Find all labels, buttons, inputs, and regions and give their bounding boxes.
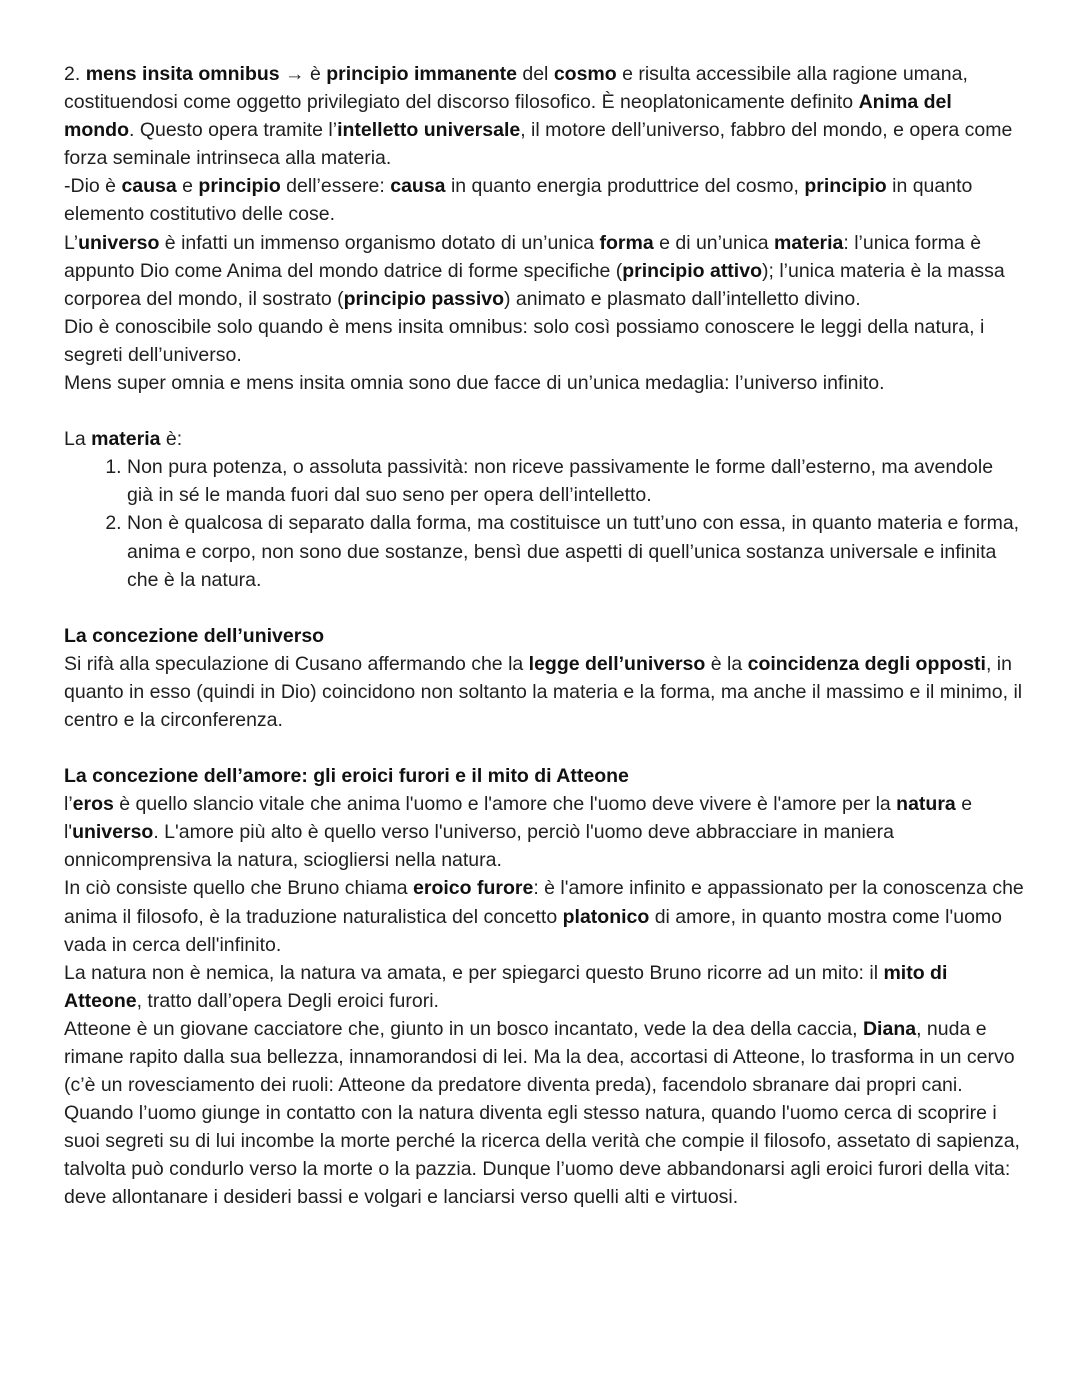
text-run: e (176, 175, 199, 198)
bold-term: Anima del mondo (64, 91, 952, 142)
paragraph-dio-conoscibile (64, 313, 1024, 369)
text-run: l’ (64, 793, 73, 816)
paragraph-dio-causa-principio (64, 172, 1024, 228)
text-run: , il motore dell’universo, fabbro del mondo, e opera come forza seminale intrinseca alla materia. (64, 119, 1013, 170)
text-run: In ciò consiste quello che Bruno chiama (64, 877, 414, 900)
bold-term: forma (599, 231, 654, 254)
bold-term: legge dell’universo (528, 652, 706, 675)
bold-term: principio (804, 175, 887, 198)
paragraph-atteone-diana (64, 1015, 1024, 1099)
paragraph-universo-organismo (64, 229, 1024, 313)
text-run: . Questo opera tramite l’ (128, 119, 338, 142)
text-run: → è (279, 63, 327, 85)
text-run: dell’essere: (280, 175, 391, 198)
bold-term: mito di Atteone (64, 961, 948, 1012)
text-run: ); l’unica materia è la massa corporea del mondo, il sostrato ( (64, 259, 1005, 310)
list-item: 1. Non pura potenza, o assoluta passività: non riceve passivamente le forme dall’esterno, ma avendole già in sé le manda fuori dal suo seno per opera dell’intelletto. (127, 453, 1024, 509)
bold-term: eroico furore (413, 877, 534, 900)
paragraph-materia-intro (64, 425, 1024, 453)
text-run: è infatti un immenso organismo dotato di un’unica (159, 231, 600, 254)
bold-term: mens insita omnibus (85, 63, 280, 85)
bold-term: intelletto universale (337, 119, 521, 142)
materia-list (64, 453, 1024, 593)
bold-term: causa (121, 175, 177, 198)
bold-term: materia (91, 428, 161, 451)
text-run: -Dio è (64, 175, 122, 198)
bold-term: principio attivo (622, 259, 762, 282)
bold-term: Diana (862, 1017, 917, 1040)
paragraph-eroico-furore (64, 874, 1024, 958)
text-run: Si rifà alla speculazione di Cusano affermando che la (64, 652, 529, 675)
bold-term: natura (896, 793, 956, 816)
text-run: del (516, 63, 554, 85)
bold-term: principio passivo (343, 287, 505, 310)
text-run: di amore, in quanto mostra come l'uomo vada in cerca dell'infinito. (64, 905, 1003, 956)
heading-concezione-universo: La concezione dell’universo (64, 624, 325, 647)
text-run: ) animato e plasmato dall’intelletto divino. (504, 287, 861, 310)
paragraph-eros (64, 790, 1024, 874)
document-page (64, 60, 1024, 1212)
text-run: . L'amore più alto è quello verso l'universo, perciò l'uomo deve abbracciare in maniera onnicomprensiva la natura, sciogliersi nella natura. (64, 821, 894, 872)
text-run: La natura non è nemica, la natura va amata, e per spiegarci questo Bruno ricorre ad un mito: il (64, 961, 884, 984)
paragraph-mens-insita (64, 60, 1024, 172)
text-run: e di un’unica (653, 231, 775, 254)
text-run: , nuda e rimane rapito dalla sua bellezza, innamorandosi di lei. Ma la dea, accortasi di Atteone, lo trasforma in un cervo (c’è un rovesciamento dei ruoli: Atteone da predatore diventa preda), facendolo sbranare dai propri cani. (64, 1017, 1015, 1097)
bold-term: universo (78, 231, 160, 254)
paragraph-due-facce (64, 369, 1024, 397)
bold-term: cosmo (553, 63, 617, 85)
spacer (64, 734, 1024, 762)
text-run: L’ (64, 231, 79, 254)
bold-term: eros (72, 793, 114, 816)
bold-term: principio immanente (326, 63, 517, 85)
heading-concezione-amore: La concezione dell’amore: gli eroici furori e il mito di Atteone (64, 765, 629, 788)
text-run: è la (705, 652, 748, 675)
text-run: in quanto elemento costitutivo delle cose. (64, 175, 973, 226)
text-run: Dio è conoscibile solo quando è mens insita omnibus: solo così possiamo conoscere le leggi della natura, i segreti dell’universo. (64, 315, 985, 366)
paragraph-coincidenza-opposti (64, 650, 1024, 734)
bold-term: platonico (562, 905, 650, 928)
spacer (64, 397, 1024, 425)
bold-term: universo (72, 821, 154, 844)
text-run: e risulta accessibile alla ragione umana, costituendosi come oggetto privilegiato del discorso filosofico. È neoplatonicamente definito (64, 63, 968, 114)
bold-term: coincidenza degli opposti (747, 652, 986, 675)
bold-term: principio (198, 175, 281, 198)
text-run: , in quanto in esso (quindi in Dio) coincidono non soltanto la materia e la forma, ma anche il massimo e il minimo, il centro e la circonferenza. (64, 652, 1023, 731)
text-run: 2. (64, 63, 86, 85)
bold-term: materia (774, 231, 844, 254)
bold-term: causa (390, 175, 446, 198)
text-run: e l' (64, 793, 973, 844)
text-run: Quando l’uomo giunge in contatto con la natura diventa egli stesso natura, quando l'uomo cerca di scoprire i suoi segreti su di lui incombe la morte perché la ricerca della verità che compie il filosofo, assetato di sapienza, talvolta può condurlo verso la morte o la pazzia. Dunque l’uomo deve abbandonarsi agli eroici furori della vita: deve allontanare i desideri bassi e volgari e lanciarsi verso quelli alti e virtuosi. (64, 1102, 1020, 1209)
paragraph-uomo-natura (64, 1099, 1024, 1211)
text-run: : l’unica forma è appunto Dio come Anima del mondo datrice di forme specifiche ( (64, 231, 982, 282)
text-run: è quello slancio vitale che anima l'uomo e l'amore che l'uomo deve vivere è l'amore per la (113, 793, 897, 816)
text-run: : è l'amore infinito e appassionato per la conoscenza che anima il filosofo, è la traduzione naturalistica del concetto (64, 877, 1024, 928)
text-run: è: (160, 428, 183, 451)
list-item: 2. Non è qualcosa di separato dalla forma, ma costituisce un tutt’uno con essa, in quanto materia e forma, anima e corpo, non sono due sostanze, bensì due aspetti di quell’unica sostanza universale e infinita che è la natura. (127, 509, 1024, 593)
text-run: Atteone è un giovane cacciatore che, giunto in un bosco incantato, vede la dea della caccia, (64, 1017, 863, 1040)
text-run: in quanto energia produttrice del cosmo, (445, 175, 805, 198)
text-run: La (64, 428, 92, 451)
text-run: , tratto dall’opera Degli eroici furori. (136, 989, 439, 1012)
paragraph-mito-atteone (64, 959, 1024, 1015)
text-run: Mens super omnia e mens insita omnia sono due facce di un’unica medaglia: l’universo infinito. (64, 372, 885, 395)
spacer (64, 594, 1024, 622)
